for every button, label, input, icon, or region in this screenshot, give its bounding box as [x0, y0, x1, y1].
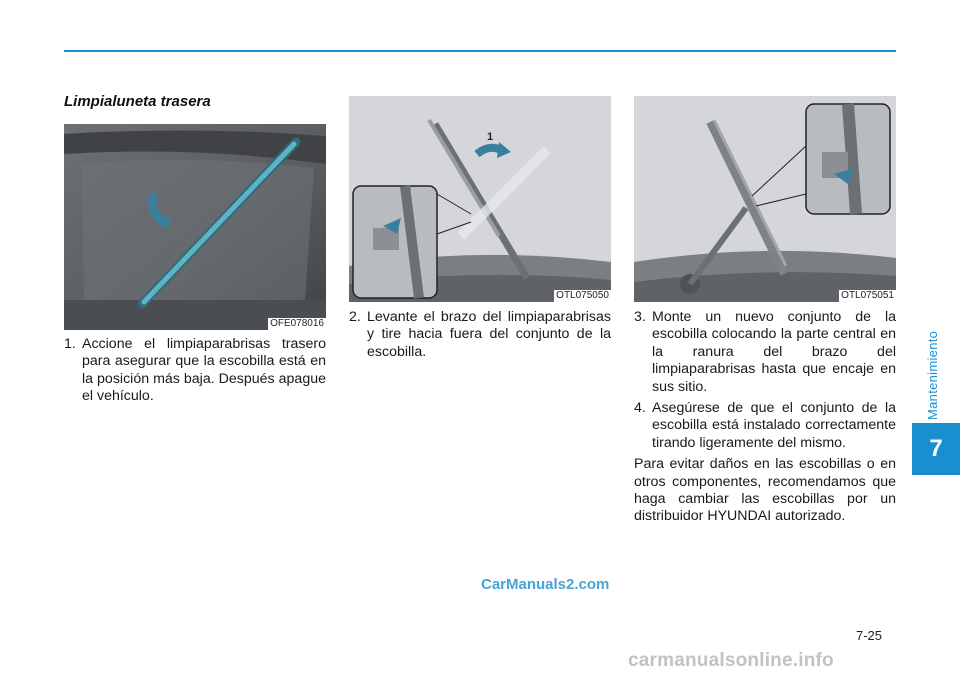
step-item: [64, 336, 326, 406]
column-2-text: [349, 309, 611, 365]
step-item: [634, 400, 896, 452]
header-rule: [64, 50, 896, 52]
section-tab-label: Mantenimiento: [925, 330, 940, 420]
callout-number: 1: [487, 131, 494, 143]
figure-lift-wiper-arm: [349, 96, 611, 302]
step-item: [349, 309, 611, 361]
step-item: [634, 309, 896, 396]
watermark-footer: carmanualsonline.info: [628, 650, 834, 671]
step-text: Monte un nuevo conjunto de la escobilla colocando la parte central en la ranura del brazo del limpiaparabrisas hasta que encaje en sus sitio.: [652, 309, 896, 395]
step-text: Asegúrese de que el conjunto de la escobilla está instalado correctamente tirando ligeramente del mismo.: [652, 400, 896, 451]
step-number: 2.: [349, 309, 361, 325]
install-blade-illustration: [634, 96, 896, 302]
step-text: Accione el limpiaparabrisas trasero para asegurar que la escobilla está en la posición más baja. Después apague el vehículo.: [82, 336, 326, 405]
section-title: Limpialuneta trasera: [64, 93, 211, 110]
column-3-text: [634, 309, 896, 526]
figure-code: OTL075050: [556, 290, 609, 301]
lift-arm-illustration: [349, 96, 611, 302]
chapter-number: 7: [929, 435, 943, 462]
column-1-text: [64, 336, 326, 410]
rear-window-glass: [82, 160, 314, 317]
watermark-link[interactable]: CarManuals2.com: [481, 576, 610, 593]
step-text: Levante el brazo del limpiaparabrisas y tire hacia fuera del conjunto de la escobilla.: [367, 309, 611, 360]
step-number: 4.: [634, 400, 646, 417]
figure-code: OFE078016: [270, 318, 324, 329]
page-number: 7-25: [856, 628, 883, 643]
figure-code: OTL075051: [841, 290, 894, 301]
step-number: 1.: [64, 336, 76, 352]
chapter-tab: [912, 423, 960, 475]
maintenance-note: Para evitar daños en las escobillas o en otros componentes, recomendamos que haga cambiar las escobillas por un distribuidor HYUNDAI autorizado.: [634, 456, 896, 525]
rear-wiper-illustration: [64, 124, 326, 330]
figure-rear-wiper-position: [64, 124, 326, 330]
figure-install-blade: [634, 96, 896, 302]
step-number: 3.: [634, 309, 646, 325]
